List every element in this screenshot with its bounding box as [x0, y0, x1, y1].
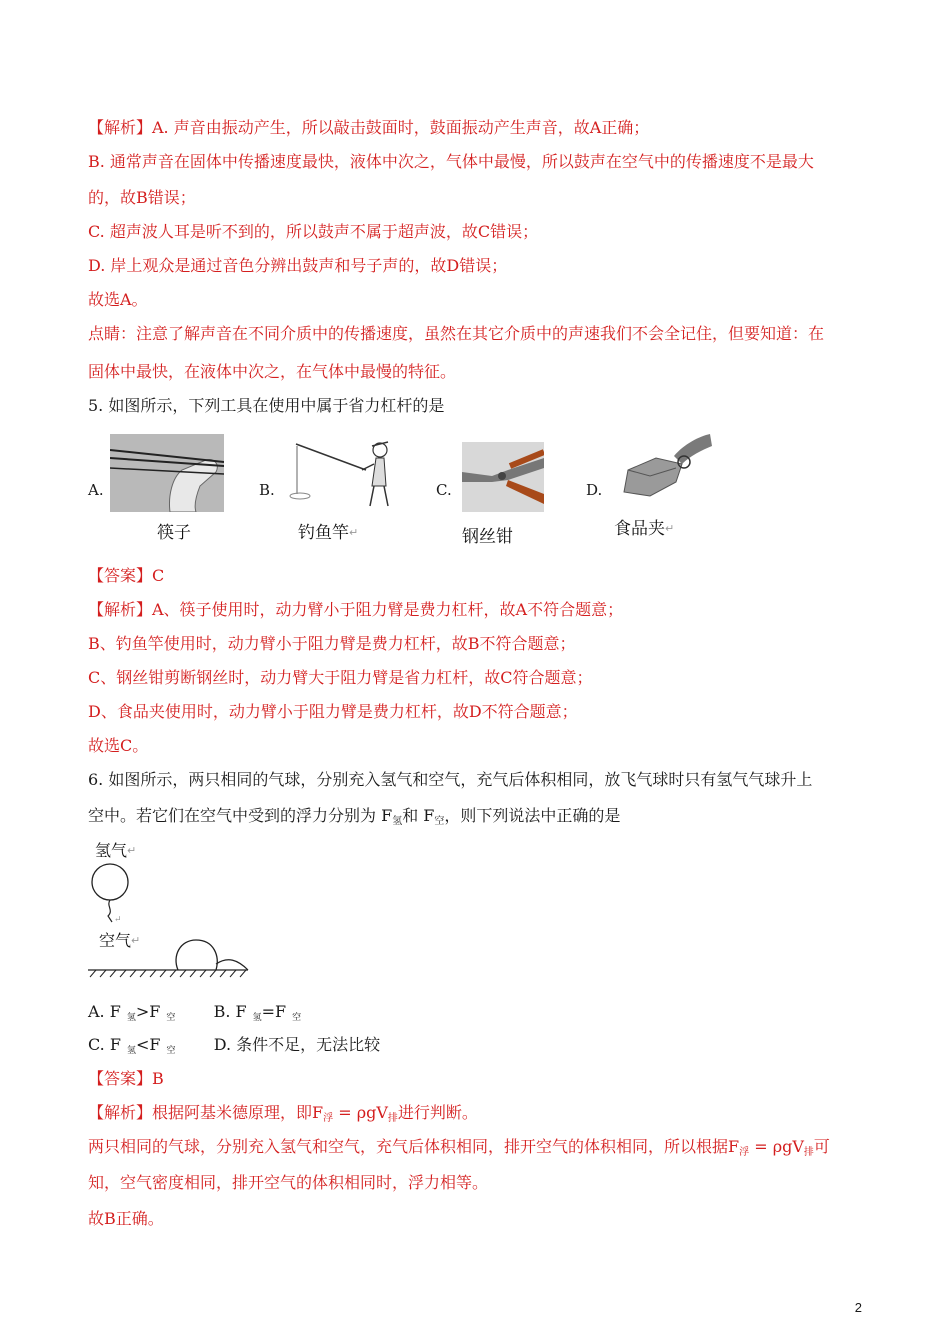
- page-number: 2: [854, 1300, 862, 1315]
- q6-option-c: C. F 氢<F 空: [88, 1035, 176, 1056]
- q4-analysis-a: 【解析】A. 声音由振动产生，所以敲击鼓面时，鼓面振动产生声音，故A正确；: [88, 118, 650, 137]
- q4-tip-line1: 点睛：注意了解声音在不同介质中的传播速度，虽然在其它介质中的声速我们不会全记住，但要知道：在: [88, 324, 825, 343]
- return-mark: ↵: [665, 522, 675, 535]
- q5-analysis-d: D、食品夹使用时，动力臂小于阻力臂是费力杠杆，故D不符合题意；: [88, 702, 578, 721]
- q5-option-c-letter: C.: [436, 481, 452, 499]
- q5-option-a-letter: A.: [88, 481, 104, 499]
- chopsticks-picture: [110, 434, 224, 512]
- q6-option-b: B. F 氢=F 空: [213, 1002, 302, 1023]
- q4-analysis-d: D. 岸上观众是通过音色分辨出鼓声和号子声的，故D错误；: [88, 256, 508, 275]
- q4-choose: 故选A。: [88, 290, 148, 309]
- q5-option-b-letter: B.: [259, 481, 275, 499]
- hydrogen-balloon: [92, 864, 128, 900]
- pliers-picture: [462, 442, 544, 512]
- fishing-rod-picture: [288, 434, 406, 512]
- q5-choose: 故选C。: [88, 736, 149, 755]
- q6-choose: 故B正确。: [88, 1209, 164, 1228]
- q6-option-d: D. 条件不足，无法比较: [213, 1035, 381, 1054]
- q4-analysis-c: C. 超声波人耳是听不到的，所以鼓声不属于超声波，故C错误；: [88, 222, 539, 241]
- q5-option-c-caption: 钢丝钳: [462, 527, 513, 547]
- q6-option-a: A. F 氢>F 空: [88, 1002, 176, 1023]
- q6-analysis-line1: 【解析】根据阿基米德原理，即$F_浮 = \rho gV_排$进行判断。: [88, 1103, 478, 1124]
- q5-option-a-caption: 筷子: [157, 523, 191, 543]
- q6-options-row1: [88, 1002, 301, 1028]
- air-label: 空气↵: [99, 931, 141, 950]
- q5-answer: 【答案】C: [88, 566, 165, 585]
- q4-analysis-b-line2: 的，故B错误；: [88, 188, 196, 207]
- q5-option-d-letter: D.: [586, 481, 603, 499]
- q6-question-line1: 6. 如图所示，两只相同的气球，分别充入氢气和空气，充气后体积相同，放飞气球时只有氢气气球升上: [88, 770, 813, 789]
- q5-analysis-a: 【解析】A、筷子使用时，动力臂小于阻力臂是费力杠杆，故A不符合题意；: [88, 600, 624, 619]
- balloons-diagram: [88, 860, 253, 980]
- q4-tip-line2: 固体中最快，在液体中次之，在气体中最慢的特征。: [88, 362, 457, 381]
- return-mark: ↵: [349, 526, 359, 539]
- q6-analysis-line3: 知，空气密度相同，排开空气的体积相同时，浮力相等。: [88, 1173, 489, 1192]
- q6-analysis-line2: 两只相同的气球，分别充入氢气和空气，充气后体积相同，排开空气的体积相同，所以根据$F_浮 = \rho gV_排$可: [88, 1137, 830, 1158]
- q5-analysis-c: C、钢丝钳剪断钢丝时，动力臂大于阻力臂是省力杠杆，故C符合题意；: [88, 668, 593, 687]
- q5-option-b-caption: 钓鱼竿↵: [298, 523, 359, 543]
- q5-question: 5. 如图所示，下列工具在使用中属于省力杠杆的是: [88, 396, 445, 415]
- q6-options-row2: [88, 1035, 380, 1061]
- svg-text:↵: ↵: [114, 915, 122, 925]
- hydrogen-label: 氢气↵: [95, 841, 137, 860]
- q6-answer: 【答案】B: [88, 1069, 164, 1088]
- q6-question-line2: 空中。若它们在空气中受到的浮力分别为 $F_氢$和 $F_空$，则下列说法中正确的是: [88, 806, 621, 827]
- air-balloon: [176, 940, 217, 970]
- q5-option-d-caption: 食品夹↵: [614, 519, 675, 539]
- food-tongs-picture: [620, 434, 712, 502]
- q4-analysis-b-line1: B. 通常声音在固体中传播速度最快，液体中次之，气体中最慢，所以鼓声在空气中的传播速度不是最大: [88, 152, 814, 171]
- q5-analysis-b: B、钓鱼竿使用时，动力臂小于阻力臂是费力杠杆，故B不符合题意；: [88, 634, 576, 653]
